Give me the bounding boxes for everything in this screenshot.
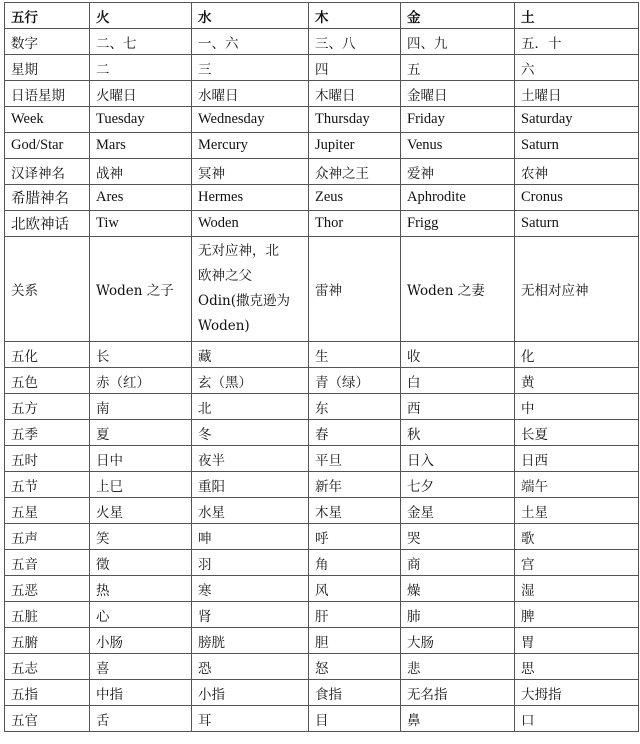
table-cell: 金 [401,3,515,29]
table-cell: 青（绿） [309,368,401,394]
row-label-cell: 五音 [5,550,90,576]
table-cell: Woden [192,211,309,237]
table-cell: Tuesday [90,107,192,133]
table-cell: 日中 [90,446,192,472]
table-cell: 四 [309,55,401,81]
table-cell: Wednesday [192,107,309,133]
table-cell: 湿 [515,576,639,602]
table-cell: 火曜日 [90,81,192,107]
table-cell: 端午 [515,472,639,498]
table-cell: 脾 [515,602,639,628]
cell-line: 欧神之父 [198,268,252,284]
table-cell: 夏 [90,420,192,446]
table-cell: 五 [401,55,515,81]
table-cell: Thor [309,211,401,237]
row-label-cell: 关系 [5,237,90,342]
table-cell: Saturn [515,211,639,237]
table-cell: 三、八 [309,29,401,55]
row-label-cell: 五季 [5,420,90,446]
row-label-cell: 五行 [5,3,90,29]
table-cell: 农神 [515,159,639,185]
table-cell: 二 [90,55,192,81]
table-cell: 小肠 [90,628,192,654]
table-cell: 食指 [309,680,401,706]
table-row [5,185,639,211]
row-label-cell: 五声 [5,524,90,550]
table-cell: 目 [309,706,401,732]
table-cell: 冥神 [192,159,309,185]
table-cell: Saturn [515,133,639,159]
table-cell: 战神 [90,159,192,185]
row-label-cell: 五色 [5,368,90,394]
table-cell: 热 [90,576,192,602]
cell-line: Odin(撒克逊为 [198,293,290,309]
table-cell: 爱神 [401,159,515,185]
table-cell: Mercury [192,133,309,159]
table-cell: Hermes [192,185,309,211]
table-cell: 秋 [401,420,515,446]
row-label-cell: 日语星期 [5,81,90,107]
table-cell: 重阳 [192,472,309,498]
table-row [5,342,639,368]
table-cell: 夜半 [192,446,309,472]
table-row [5,706,639,732]
table-cell: 燥 [401,576,515,602]
table-cell: Ares [90,185,192,211]
table-cell: 日入 [401,446,515,472]
table-cell: 水曜日 [192,81,309,107]
table-cell: 鼻 [401,706,515,732]
row-label-cell: 五志 [5,654,90,680]
table-cell: 商 [401,550,515,576]
table-cell: 北 [192,394,309,420]
header-row [5,3,639,29]
table-cell: 歌 [515,524,639,550]
table-cell: 化 [515,342,639,368]
table-cell: 寒 [192,576,309,602]
table-cell: 木曜日 [309,81,401,107]
table-cell: 七夕 [401,472,515,498]
table-cell: 平旦 [309,446,401,472]
table-cell: 木 [309,3,401,29]
table-cell: 羽 [192,550,309,576]
table-cell: 冬 [192,420,309,446]
row-label-cell: 五指 [5,680,90,706]
table-cell: 心 [90,602,192,628]
table-row [5,237,639,342]
table-cell: 哭 [401,524,515,550]
table-row [5,654,639,680]
table-cell: 土星 [515,498,639,524]
table-cell [192,237,309,342]
table-row [5,55,639,81]
table-cell: 宫 [515,550,639,576]
table-cell: 长夏 [515,420,639,446]
table-cell: 白 [401,368,515,394]
table-row [5,368,639,394]
table-cell: Friday [401,107,515,133]
table-cell: 大肠 [401,628,515,654]
table-cell: 中指 [90,680,192,706]
cell-line: 无对应神，北 [198,243,279,259]
table-cell: 土 [515,3,639,29]
table-row [5,602,639,628]
table-cell: Jupiter [309,133,401,159]
row-label-cell: 五星 [5,498,90,524]
table-row [5,159,639,185]
row-label-cell: 五腑 [5,628,90,654]
table-cell: 金星 [401,498,515,524]
table-cell: 小指 [192,680,309,706]
table-cell: 耳 [192,706,309,732]
table-cell: 胃 [515,628,639,654]
table-row [5,211,639,237]
table-cell: 木星 [309,498,401,524]
row-label-cell: 汉译神名 [5,159,90,185]
table-cell: 收 [401,342,515,368]
table-cell: 呼 [309,524,401,550]
table-row [5,107,639,133]
table-cell: 三 [192,55,309,81]
table-row [5,29,639,55]
table-cell: 水星 [192,498,309,524]
table-row [5,81,639,107]
cell-line: Woden) [198,318,250,334]
table-cell: 雷神 [309,237,401,342]
table-cell: Thursday [309,107,401,133]
table-cell: 众神之王 [309,159,401,185]
table-cell: 恐 [192,654,309,680]
table-cell: Woden 之妻 [401,237,515,342]
table-cell: 胆 [309,628,401,654]
table-cell: Venus [401,133,515,159]
table-cell: 笑 [90,524,192,550]
table-cell: Zeus [309,185,401,211]
row-label-cell: 五时 [5,446,90,472]
table-cell: 肾 [192,602,309,628]
table-cell: Frigg [401,211,515,237]
table-row [5,576,639,602]
table-cell: 火 [90,3,192,29]
table-row [5,680,639,706]
row-label-cell: God/Star [5,133,90,159]
table-row [5,394,639,420]
row-label-cell: 五节 [5,472,90,498]
table-cell: 上巳 [90,472,192,498]
table-cell: 金曜日 [401,81,515,107]
table-cell: Mars [90,133,192,159]
table-cell: 六 [515,55,639,81]
row-label-cell: 五官 [5,706,90,732]
table-cell: Tiw [90,211,192,237]
table-cell: 玄（黑） [192,368,309,394]
row-label-cell: 北欧神话 [5,211,90,237]
table-cell: 口 [515,706,639,732]
table-cell: 风 [309,576,401,602]
table-row [5,133,639,159]
table-cell: 春 [309,420,401,446]
table-cell: 东 [309,394,401,420]
table-cell: 怒 [309,654,401,680]
table-cell: 土曜日 [515,81,639,107]
table-cell: 中 [515,394,639,420]
row-label-cell: 五方 [5,394,90,420]
table-cell: Saturday [515,107,639,133]
table-row [5,420,639,446]
row-label-cell: 五脏 [5,602,90,628]
table-cell: 水 [192,3,309,29]
table-row [5,524,639,550]
table-cell: 生 [309,342,401,368]
table-cell: 悲 [401,654,515,680]
row-label-cell: 数字 [5,29,90,55]
table-cell: 黄 [515,368,639,394]
table-cell: Aphrodite [401,185,515,211]
row-label-cell: 五化 [5,342,90,368]
table-cell: 呻 [192,524,309,550]
table-cell: 徵 [90,550,192,576]
table-cell: 西 [401,394,515,420]
row-label-cell: Week [5,107,90,133]
table-row [5,498,639,524]
table-cell: 无名指 [401,680,515,706]
table-cell: 角 [309,550,401,576]
table-cell: 思 [515,654,639,680]
table-row [5,446,639,472]
table-cell: 喜 [90,654,192,680]
table-cell: Cronus [515,185,639,211]
table-cell: 膀胱 [192,628,309,654]
table-cell: 日西 [515,446,639,472]
table-cell: 四、九 [401,29,515,55]
table-cell: 二、七 [90,29,192,55]
row-label-cell: 星期 [5,55,90,81]
table-row [5,472,639,498]
table-cell: 新年 [309,472,401,498]
table-cell: 南 [90,394,192,420]
table-cell: 赤（红） [90,368,192,394]
table-cell: 藏 [192,342,309,368]
table-cell: 一、六 [192,29,309,55]
table-cell: 肝 [309,602,401,628]
table-cell: 五．十 [515,29,639,55]
table-row [5,550,639,576]
table-row [5,628,639,654]
table-cell: 舌 [90,706,192,732]
five-elements-table [4,2,639,732]
row-label-cell: 五恶 [5,576,90,602]
table-cell: 无相对应神 [515,237,639,342]
table-cell: 大拇指 [515,680,639,706]
table-body [5,3,639,732]
row-label-cell: 希腊神名 [5,185,90,211]
table-cell: 火星 [90,498,192,524]
table-cell: Woden 之子 [90,237,192,342]
table-cell: 肺 [401,602,515,628]
table-cell: 长 [90,342,192,368]
